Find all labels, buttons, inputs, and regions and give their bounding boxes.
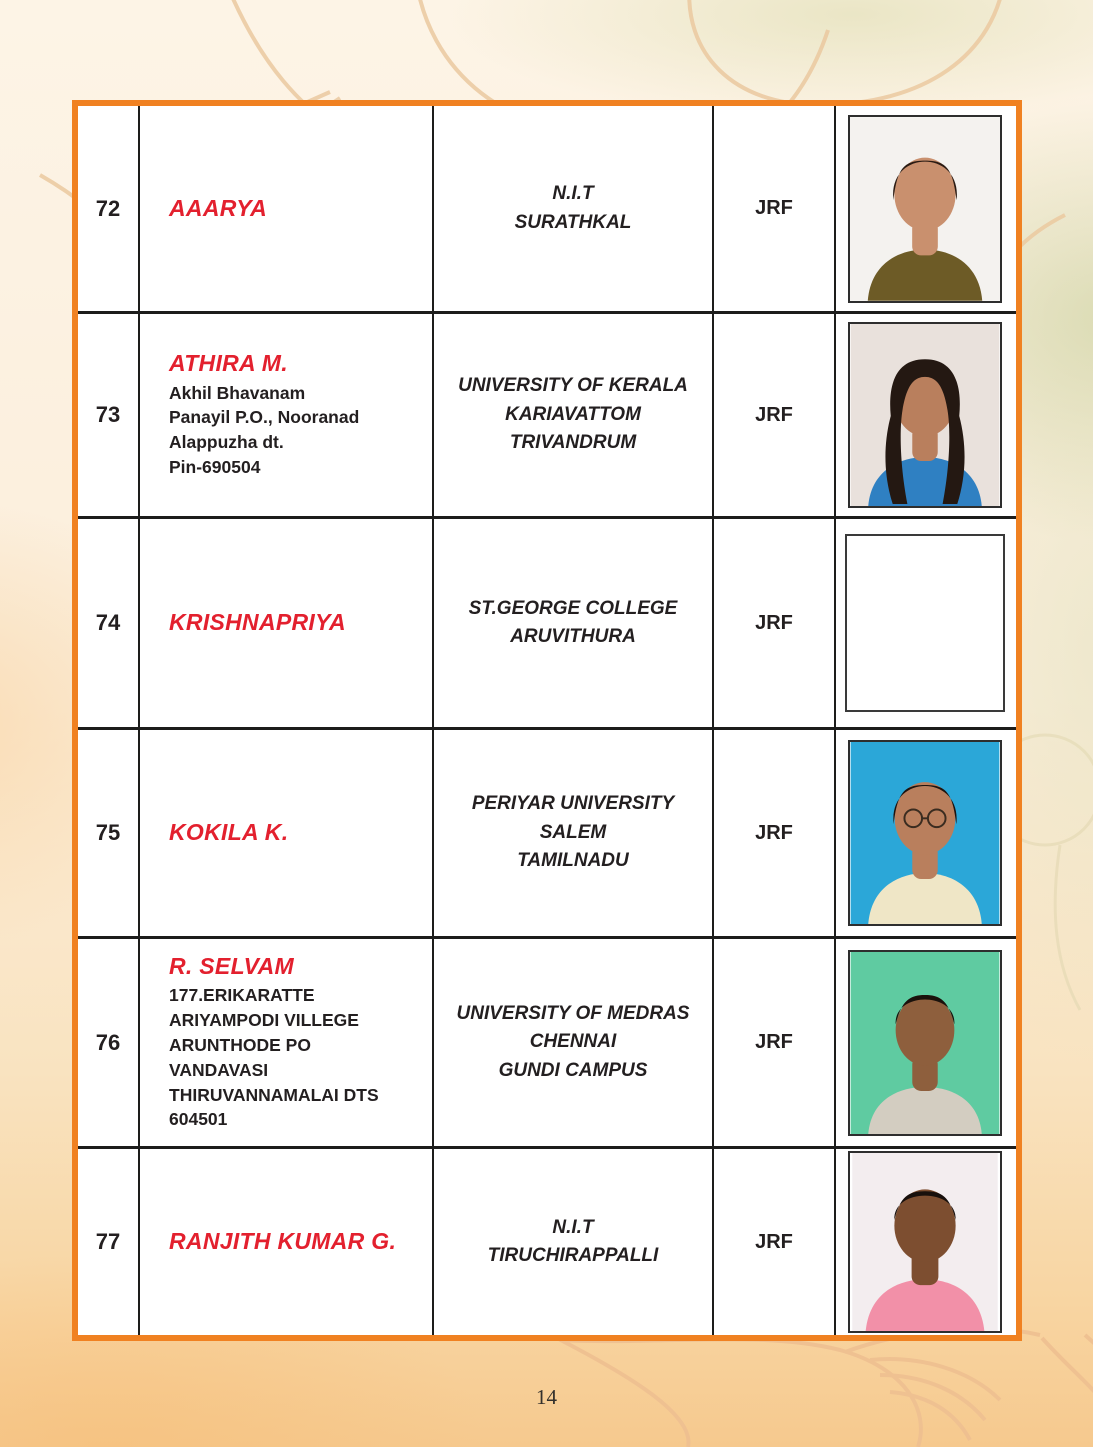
- photo-cell: [836, 730, 1014, 936]
- member-name: KRISHNAPRIYA: [169, 609, 346, 636]
- institution-line: GUNDI CAMPUS: [498, 1059, 648, 1081]
- institution-line: TIRUCHIRAPPALLI: [487, 1245, 659, 1266]
- photo-frame: [848, 1151, 1002, 1333]
- serial-cell: [78, 519, 140, 727]
- member-name: KOKILA K.: [169, 819, 289, 846]
- serial-number: 73: [95, 402, 121, 427]
- institution-line: CHENNAI: [529, 1031, 617, 1053]
- photo-frame: [848, 322, 1002, 508]
- member-name: ATHIRA M.: [169, 350, 288, 377]
- photo-cell: [836, 106, 1014, 311]
- serial-number: 77: [95, 1229, 121, 1254]
- photo-cell: [836, 939, 1014, 1146]
- empty-photo-placeholder: [845, 534, 1005, 712]
- address-line: Pin-690504: [169, 457, 261, 478]
- serial-cell: [78, 730, 140, 936]
- institution-line: TAMILNADU: [517, 850, 629, 872]
- fellowship-cell: [714, 314, 836, 516]
- photo-cell: [836, 1149, 1014, 1335]
- member-name: R. SELVAM: [169, 952, 294, 979]
- portrait-photo: [850, 742, 1000, 924]
- address-line: ARUNTHODE PO: [169, 1034, 311, 1055]
- address-line: Panayil P.O., Nooranad: [169, 407, 360, 428]
- name-cell: [140, 314, 434, 516]
- institution-line: PERIYAR UNIVERSITY: [471, 793, 675, 815]
- institution-line: N.I.T: [552, 183, 594, 204]
- member-address: [169, 983, 379, 1132]
- address-line: 177.ERIKARATTE: [169, 985, 315, 1006]
- fellowship-cell: [714, 519, 836, 727]
- fellowship-cell: [714, 1149, 836, 1335]
- page-number: 14: [536, 1385, 557, 1409]
- table-row: [78, 106, 1016, 314]
- fellowship-label: JRF: [755, 821, 793, 844]
- portrait-photo: [850, 117, 1000, 301]
- photo-cell: [836, 519, 1014, 727]
- fellowship-label: JRF: [755, 611, 793, 634]
- fellowship-label: JRF: [755, 1230, 793, 1253]
- fellowship-cell: [714, 106, 836, 311]
- member-address: [169, 381, 359, 480]
- institution-cell: [434, 730, 714, 936]
- institution-cell: [434, 314, 714, 516]
- address-line: Alappuzha dt.: [169, 432, 284, 453]
- face: [896, 995, 955, 1065]
- table-row: [78, 519, 1016, 730]
- serial-number: 75: [95, 820, 121, 845]
- table-row: [78, 314, 1016, 519]
- serial-number: 76: [95, 1029, 121, 1055]
- name-cell: [140, 939, 434, 1146]
- institution-line: UNIVERSITY OF KERALA: [458, 375, 688, 397]
- institution-line: SALEM: [539, 821, 607, 843]
- institution-line: TRIVANDRUM: [509, 432, 637, 454]
- portrait-photo: [850, 324, 1000, 506]
- members-table: [72, 100, 1022, 1341]
- institution-cell: [434, 519, 714, 727]
- member-name: RANJITH KUMAR G.: [169, 1228, 397, 1255]
- serial-cell: [78, 939, 140, 1146]
- institution-line: ST.GEORGE COLLEGE: [468, 597, 678, 619]
- fellowship-label: JRF: [755, 1031, 793, 1053]
- address-line: 604501: [169, 1109, 228, 1130]
- fellowship-label: JRF: [755, 197, 793, 219]
- address-line: ARIYAMPODI VILLEGE: [169, 1010, 359, 1031]
- fellowship-cell: [714, 939, 836, 1146]
- institution-line: ARUVITHURA: [510, 626, 636, 647]
- serial-number: 72: [95, 195, 121, 221]
- institution-line: N.I.T: [552, 1216, 594, 1238]
- serial-cell: [78, 1149, 140, 1335]
- institution-line: KARIAVATTOM: [505, 403, 641, 425]
- serial-cell: [78, 106, 140, 311]
- photo-frame: [848, 950, 1002, 1136]
- portrait-photo: [850, 952, 1000, 1134]
- fellowship-label: JRF: [755, 403, 793, 426]
- photo-cell: [836, 314, 1014, 516]
- institution-cell: [434, 106, 714, 311]
- serial-number: 74: [95, 610, 121, 635]
- name-cell: [140, 730, 434, 936]
- address-line: Akhil Bhavanam: [169, 382, 306, 403]
- table-row: [78, 939, 1016, 1149]
- institution-line: UNIVERSITY OF MEDRAS: [456, 1002, 690, 1024]
- table-row: [78, 1149, 1016, 1335]
- table-row: [78, 730, 1016, 939]
- address-line: THIRUVANNAMALAI DTS: [169, 1084, 379, 1105]
- name-cell: [140, 106, 434, 311]
- institution-cell: [434, 939, 714, 1146]
- address-line: VANDAVASI: [169, 1059, 269, 1080]
- institution-line: SURATHKAL: [514, 211, 632, 233]
- name-cell: [140, 519, 434, 727]
- photo-frame: [848, 740, 1002, 926]
- photo-frame: [848, 115, 1002, 303]
- fellowship-cell: [714, 730, 836, 936]
- institution-cell: [434, 1149, 714, 1335]
- name-cell: [140, 1149, 434, 1335]
- portrait-photo: [850, 1153, 1000, 1331]
- serial-cell: [78, 314, 140, 516]
- member-name: AAARYA: [169, 194, 268, 221]
